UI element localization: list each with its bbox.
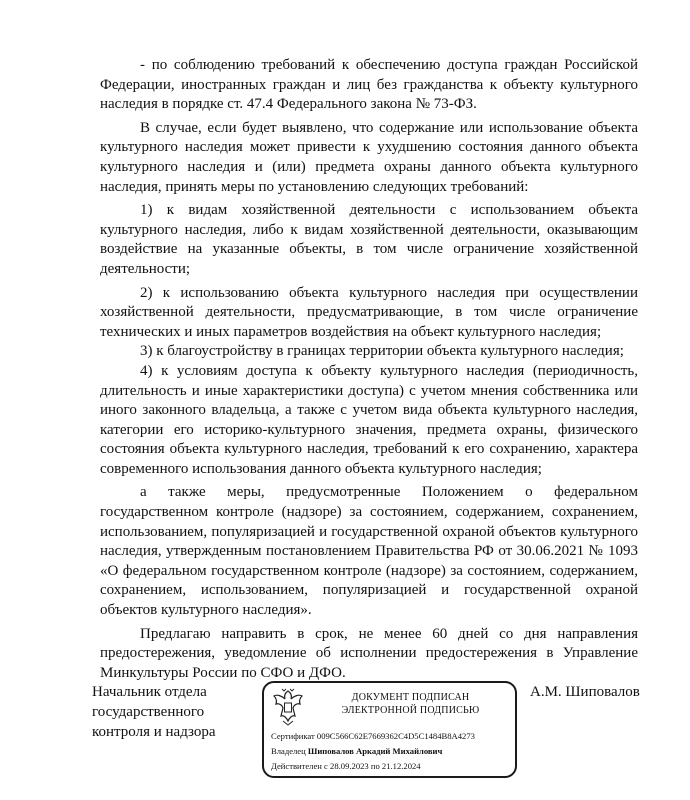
electronic-signature-stamp: [262, 681, 517, 778]
signer-name: А.М. Шиповалов: [530, 684, 640, 700]
certificate-label: Сертификат: [271, 731, 315, 741]
paragraph-item-3: 3) к благоустройству в границах территории объекта культурного наследия;: [140, 343, 624, 360]
paragraph-item-4: 4) к условиям доступа к объекту культурного наследия (периодичность, длительность и иные характеристики доступа) с учетом мнения собственника или иного законного владельца, а также с учетом вида объекта культурного наследия, категории его историко-культурного значения, предмета охраны, физического состояния объекта культурного наследия, требований к его сохранению, характера современного использования данного объекта культурного наследия;: [100, 362, 638, 477]
paragraph-item-2: 2) к использованию объекта культурного наследия при осуществлении хозяйственной деятельности, предусматривающие, в том числе ограничение технических и иных параметров воздействия на объект культурного наследия;: [100, 284, 638, 340]
validity-label: Действителен: [271, 761, 322, 771]
stamp-owner-row: [271, 744, 511, 759]
stamp-details: [271, 729, 511, 774]
paragraph-access-requirements: - по соблюдению требований к обеспечению доступа граждан Российской Федерации, иностранных граждан и лиц без гражданства к объекту культурного наследия в порядке ст. 47.4 Федерального закона № 73-ФЗ.: [100, 57, 638, 113]
paragraph-item-1: 1) к видам хозяйственной деятельности с использованием объекта культурного наследия, либо к видам хозяйственной деятельности, оказывающим воздействие на указанные объекты, в том числе ограничение хозяйственной деятельности;: [100, 202, 638, 277]
stamp-heading: [310, 691, 511, 717]
paragraph-deterioration-case: В случае, если будет выявлено, что содержание или использование объекта культурного наследия может привести к ухудшению состояния данного объекта культурного наследия и (или) предмета охраны данного объекта культурного наследия, принять меры по установлению следующих требований:: [100, 119, 638, 195]
signer-position: Начальник отдела государственного контроля и надзора: [92, 684, 216, 740]
stamp-validity-row: [271, 759, 511, 774]
paragraph-additional-measures: а также меры, предусмотренные Положением о федеральном государственном контроле (надзоре) за состоянием, содержанием, сохранением, использованием, популяризацией и государственной охраной объектов культурного наследия, утвержденным постановлением Правительства РФ от 30.06.2021 № 1093 «О федеральном государственном контроле (надзоре) за состоянием, содержанием, сохранением, использованием, популяризацией и государственной охраной объектов культурного наследия».: [100, 484, 638, 619]
owner-value: Шиповалов Аркадий Михайлович: [307, 746, 443, 756]
validity-from-label: с: [324, 761, 328, 771]
certificate-value: 009C566C62E7669362C4D5C1484B8A4273: [316, 731, 475, 741]
stamp-heading-line2: ЭЛЕКТРОННОЙ ПОДПИСЬЮ: [341, 705, 480, 716]
stamp-certificate-row: [271, 729, 511, 744]
document-body: [100, 56, 638, 683]
owner-label: Владелец: [271, 746, 306, 756]
validity-from: 28.09.2023: [330, 761, 369, 771]
validity-to-label: по: [370, 761, 380, 771]
stamp-heading-line1: ДОКУМЕНТ ПОДПИСАН: [351, 692, 470, 703]
paragraph-proposal: Предлагаю направить в срок, не менее 60 дней со дня направления предостережения, уведомление об исполнении предостережения в Управление Минкультуры России по СФО и ДФО.: [100, 625, 638, 681]
validity-to: 21.12.2024: [381, 761, 421, 771]
coat-of-arms-icon: [271, 688, 305, 726]
